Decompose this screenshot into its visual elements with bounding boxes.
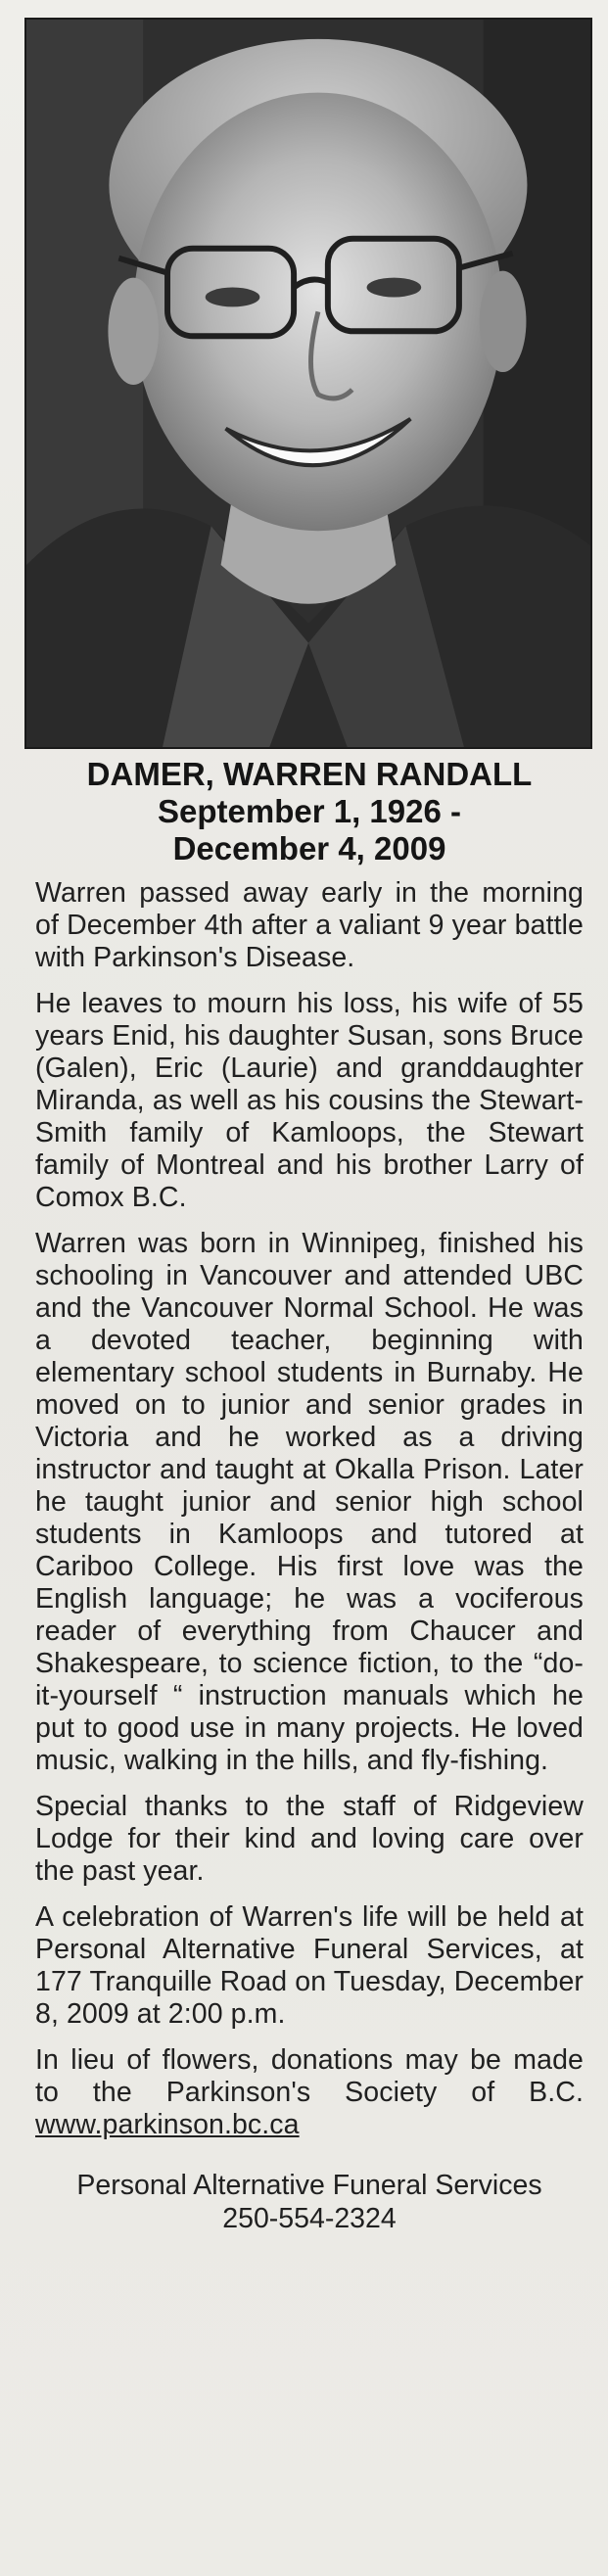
paragraph-thanks: Special thanks to the staff of Ridgeview Lodge for their kind and loving care over the past year.: [35, 1791, 584, 1887]
paragraph-survivors: He leaves to mourn his loss, his wife of 55 years Enid, his daughter Susan, sons Bruce (Galen), Eric (Laurie) and granddaughter Miranda, as well as his cousins the Stewart-Smith family of Kamloops, the Stewart family of Montreal and his brother Larry of Comox B.C.: [35, 988, 584, 1213]
funeral-home-footer: [35, 2169, 584, 2235]
funeral-home-phone: 250-554-2324: [222, 2203, 397, 2234]
portrait-photo: [24, 18, 592, 749]
paragraph-celebration: A celebration of Warren's life will be held at Personal Alternative Funeral Services, at 177 Tranquille Road on Tuesday, December 8, 2009 at 2:00 p.m.: [35, 1901, 584, 2030]
paragraph-passing: Warren passed away early in the morning of December 4th after a valiant 9 year battle with Parkinson's Disease.: [35, 877, 584, 973]
deceased-name: DAMER, WARREN RANDALL: [86, 756, 533, 792]
obituary-heading: [35, 756, 584, 867]
obituary-text: [35, 756, 584, 2235]
donation-text: In lieu of flowers, donations may be made to the Parkinson's Society of B.C.: [35, 2044, 584, 2108]
paragraph-life-story: Warren was born in Winnipeg, finished his schooling in Vancouver and attended UBC and the Vancouver Normal School. He was a devoted teacher, beginning with elementary school students in Burnaby. He moved on to junior and senior grades in Victoria and he worked as a driving instructor and taught at Okalla Prison. Later he taught junior and senior high school students in Kamloops and tutored at Cariboo College. His first love was the English language; he was a vociferous reader of everything from Chaucer and Shakespeare, to science fiction, to the “do-it-yourself “ instruction manuals which he put to good use in many projects. He loved music, walking in the hills, and fly-fishing.: [35, 1228, 584, 1776]
portrait-photo-graphic: [26, 20, 590, 747]
birth-date: September 1, 1926 -: [158, 793, 461, 829]
donation-link[interactable]: www.parkinson.bc.ca: [35, 2109, 300, 2140]
paragraph-donations: [35, 2044, 584, 2141]
death-date: December 4, 2009: [172, 830, 446, 866]
funeral-home-name: Personal Alternative Funeral Services: [76, 2170, 542, 2201]
